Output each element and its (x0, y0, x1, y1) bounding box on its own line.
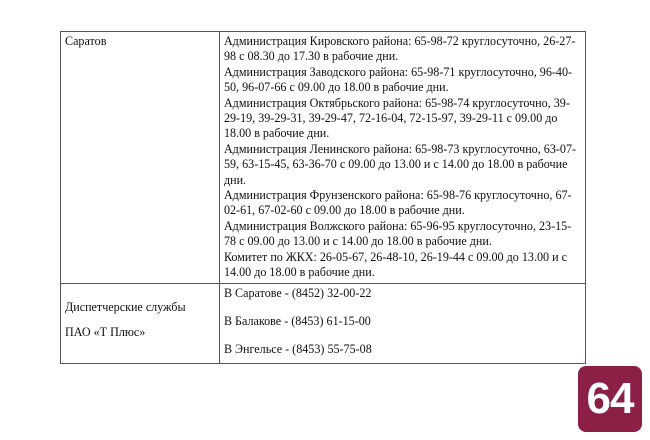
contact-entry: Администрация Октябрьского района: 65-98-74 круглосуточно, 39-29-19, 39-29-31, 39-29-47, 72-16-04, 72-15-97, 39-29-11 с 09.00 до 18.00 в рабочие дни. (223, 95, 570, 141)
contact-entry: Администрация Ленинского района: 65-98-73 круглосуточно, 63-07-59, 63-15-45, 63-36-70 с 09.00 до 13.00 и с 14.00 до 18.00 в рабочие дни. (223, 141, 577, 187)
phone-entry: В Энгельсе - (8453) 55-75-08 (223, 342, 372, 357)
contact-entry: Комитет по ЖКХ: 26-05-67, 26-48-10, 26-19-44 с 09.00 до 13.00 и с 14.00 до 18.00 в рабочие дни. (223, 249, 567, 280)
company-label: ПАО «Т Плюс» (65, 324, 146, 339)
contact-entry: Администрация Фрунзенского района: 65-98-76 круглосуточно, 67-02-61, 67-02-60 с 09.00 до 18.00 в рабочие дни. (223, 188, 572, 218)
contacts-table (60, 31, 586, 364)
city-cell (61, 32, 220, 284)
table-row (61, 283, 586, 363)
dispatch-services-label: Диспетчерские службы (65, 299, 186, 314)
city-label: Саратов (65, 34, 107, 48)
site-logo (578, 366, 642, 432)
dispatch-phones-cell (219, 283, 585, 363)
phone-entry: В Саратове - (8452) 32-00-22 (223, 285, 372, 300)
logo-text: 64 (586, 374, 634, 423)
contact-entry: Администрация Кировского района: 65-98-72 круглосуточно, 26-27-98 с 08.30 до 17.30 в рабочие дни. (223, 34, 576, 64)
table-row (61, 32, 586, 284)
contact-entry: Администрация Заводского района: 65-98-71 круглосуточно, 96-40-50, 96-07-66 с 09.00 до 18.00 в рабочие дни. (223, 64, 573, 95)
contact-entry: Администрация Волжского района: 65-96-95 круглосуточно, 23-15-78 с 09.00 до 13.00 и с 14.00 до 18.00 в рабочие дни. (223, 218, 572, 249)
administrations-cell (219, 32, 585, 284)
phone-entry: В Балакове - (8453) 61-15-00 (223, 313, 371, 328)
dispatch-label-cell (61, 283, 220, 363)
